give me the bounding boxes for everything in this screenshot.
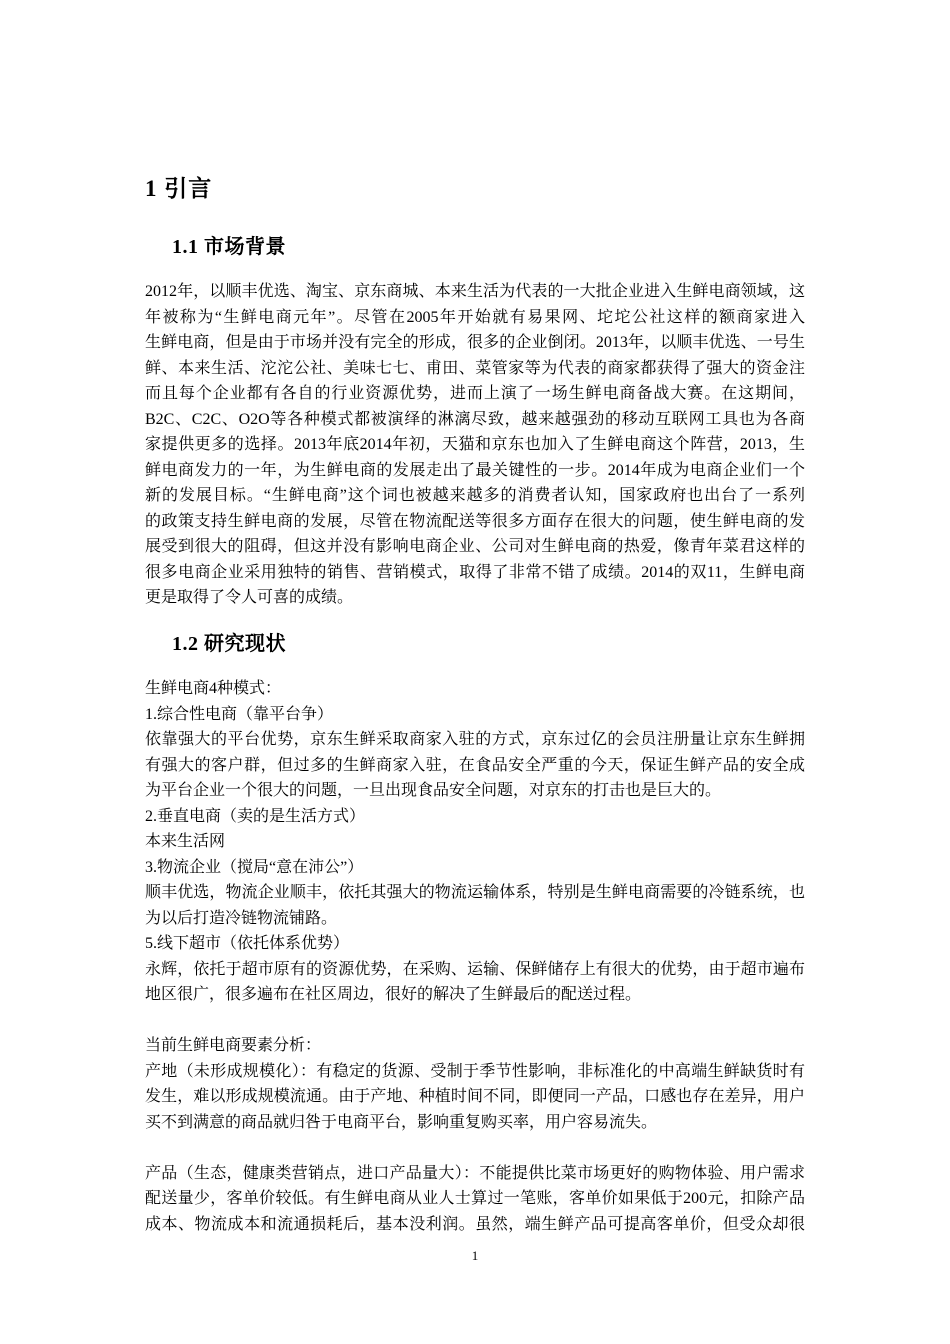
text-line: 为以后打造冷链物流铺路。 bbox=[145, 909, 338, 927]
text-line: 2.垂直电商（卖的是生活方式） bbox=[145, 807, 366, 825]
text-line: 鲜、本来生活、沱沱公社、美味七七、甫田、菜管家等为代表的商家都获得了强大的资金注 bbox=[145, 359, 805, 377]
text-line: 有强大的客户群，但过多的生鲜商家入驻，在食品安全严重的今天，保证生鲜产品的安全成 bbox=[145, 756, 805, 774]
text-line: 依靠强大的平台优势，京东生鲜采取商家入驻的方式，京东过亿的会员注册量让京东生鲜拥 bbox=[145, 731, 805, 748]
text-line: 更是取得了令人可喜的成绩。 bbox=[145, 589, 354, 606]
text-line: 发生，难以形成规模流通。由于产地、种植时间不同，即便同一产品，口感也存在差异，用户 bbox=[145, 1088, 805, 1105]
chapter-heading: 1 引言 bbox=[145, 176, 213, 201]
blank-line bbox=[145, 1008, 805, 1034]
text-line: 1.综合性电商（靠平台争） bbox=[145, 705, 334, 723]
text-line: 产地（未形成规模化）：有稳定的货源、受制于季节性影响，非标准化的中高端生鲜缺货时有 bbox=[145, 1062, 805, 1080]
section-body-research-status bbox=[145, 676, 805, 1237]
blank-line bbox=[145, 1135, 805, 1161]
text-line: 永辉，依托于超市原有的资源优势，在采购、运输、保鲜储存上有很大的优势，由于超市遍布 bbox=[145, 960, 805, 978]
text-line: 5.线下超市（依托体系优势） bbox=[145, 935, 350, 952]
text-line: 顺丰优选，物流企业顺丰，依托其强大的物流运输体系，特别是生鲜电商需要的冷链系统，也 bbox=[145, 884, 805, 901]
text-line: 产品（生态，健康类营销点，进口产品量大）：不能提供比菜市场更好的购物体验、用户需求 bbox=[145, 1164, 805, 1182]
text-line: 成本、物流成本和流通损耗后，基本没利润。虽然，端生鲜产品可提高客单价，但受众却很 bbox=[145, 1215, 805, 1233]
text-line: 而且每个企业都有各自的行业资源优势，进而上演了一场生鲜电商备战大赛。在这期间， bbox=[145, 385, 805, 402]
text-line: 买不到满意的商品就归咎于电商平台，影响重复购买率，用户容易流失。 bbox=[145, 1113, 658, 1131]
text-line: 为平台企业一个很大的问题，一旦出现食品安全问题，对京东的打击也是巨大的。 bbox=[145, 782, 722, 799]
section-heading-research-status: 1.2 研究现状 bbox=[172, 633, 286, 655]
text-line: 生鲜电商，但是由于市场并没有完全的形成，很多的企业倒闭。2013年，以顺丰优选、一号生 bbox=[145, 334, 805, 351]
text-line: 的政策支持生鲜电商的发展，尽管在物流配送等很多方面存在很大的问题，使生鲜电商的发 bbox=[145, 512, 805, 530]
text-line: 展受到很大的阻碍，但这并没有影响电商企业、公司对生鲜电商的热爱，像青年菜君这样的 bbox=[145, 538, 805, 555]
section-body-market-background bbox=[145, 279, 805, 611]
text-line: 地区很广，很多遍布在社区周边，很好的解决了生鲜最后的配送过程。 bbox=[145, 986, 642, 1003]
text-line: 很多电商企业采用独特的销售、营销模式，取得了非常不错了成绩。2014的双11，生鲜电商 bbox=[145, 563, 805, 581]
text-line: 生鲜电商4种模式： bbox=[145, 680, 282, 697]
text-line: 本来生活网 bbox=[145, 833, 226, 850]
text-line: 年被称为“生鲜电商元年”。尽管在2005年开始就有易果网、坨坨公社这样的额商家进入 bbox=[145, 308, 805, 326]
page-number: 1 bbox=[471, 1248, 479, 1263]
text-line: 3.物流企业（搅局“意在沛公”） bbox=[145, 858, 364, 876]
text-line: 新的发展目标。“生鲜电商”这个词也被越来越多的消费者认知，国家政府也出台了一系列 bbox=[145, 487, 805, 504]
text-line: 2012年，以顺丰优选、淘宝、京东商城、本来生活为代表的一大批企业进入生鲜电商领域，这 bbox=[145, 283, 805, 300]
section-heading-market-background: 1.1 市场背景 bbox=[172, 236, 286, 258]
text-line: 鲜电商发力的一年，为生鲜电商的发展走出了最关键性的一步。2014年成为电商企业们一个 bbox=[145, 461, 805, 479]
text-line: 配送量少，客单价较低。有生鲜电商从业人士算过一笔账，客单价如果低于200元，扣除产品 bbox=[145, 1190, 805, 1207]
text-line: 当前生鲜电商要素分析： bbox=[145, 1037, 322, 1054]
text-line: 家提供更多的选择。2013年底2014年初，天猫和京东也加入了生鲜电商这个阵营，2013，生 bbox=[145, 436, 805, 453]
text-line: B2C、C2C、O2O等各种模式都被演绎的淋漓尽致，越来越强劲的移动互联网工具也为各商 bbox=[145, 410, 805, 428]
